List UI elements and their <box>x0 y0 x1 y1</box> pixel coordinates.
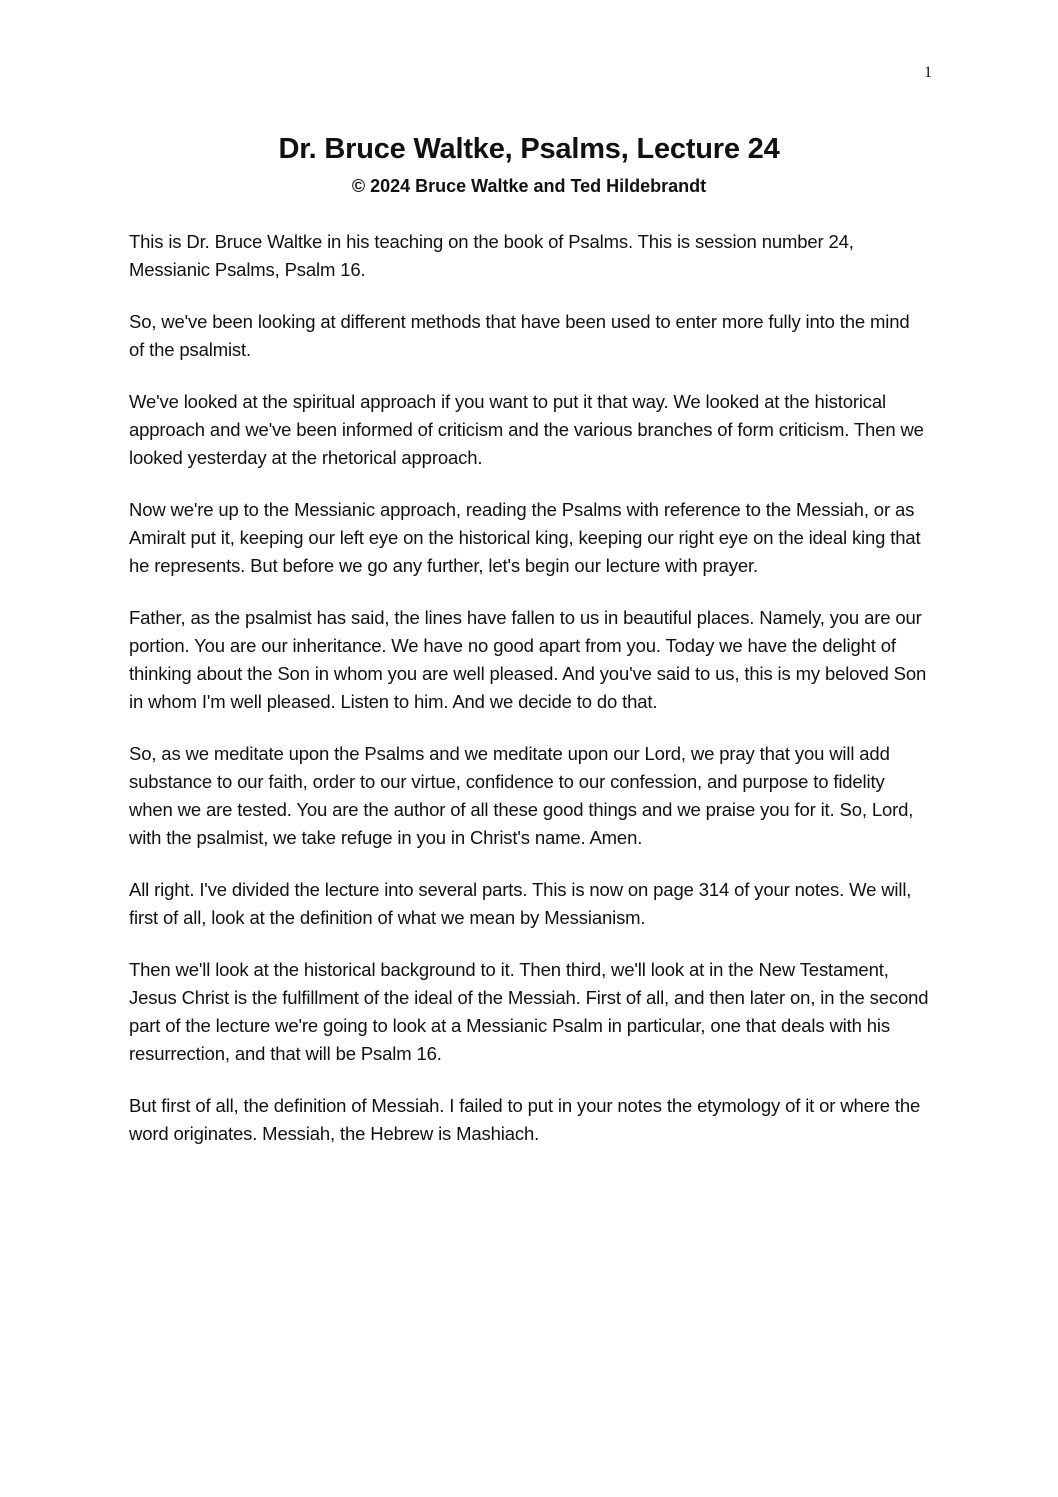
paragraph: But first of all, the definition of Messiah. I failed to put in your notes the etymology of it or where the word originates. Messiah, the Hebrew is Mashiach. <box>129 1095 921 1144</box>
paragraph: Father, as the psalmist has said, the lines have fallen to us in beautiful places. Namely, you are our portion. You are our inheritance. We have no good apart from you. Today we have the delight of thinking about the Son in whom you are well pleased. And you've said to us, this is my beloved Son in whom I'm well pleased. Listen to him. And we decide to do that. <box>129 607 927 712</box>
copyright-line: © 2024 Bruce Waltke and Ted Hildebrandt <box>351 176 707 196</box>
paragraph: All right. I've divided the lecture into several parts. This is now on page 314 of your notes. We will, first of all, look at the definition of what we mean by Messianism. <box>129 879 912 928</box>
page-number: 1 <box>924 64 932 81</box>
paragraph: Now we're up to the Messianic approach, reading the Psalms with reference to the Messiah, or as Amiralt put it, keeping our left eye on the historical king, keeping our right eye on the ideal king that he represents. But before we go any further, let's begin our lecture with prayer. <box>129 499 921 576</box>
paragraph: This is Dr. Bruce Waltke in his teaching on the book of Psalms. This is session number 24, Messianic Psalms, Psalm 16. <box>129 231 854 280</box>
paragraph: Then we'll look at the historical background to it. Then third, we'll look at in the New Testament, Jesus Christ is the fulfillment of the ideal of the Messiah. First of all, and then later on, in the second part of the lecture we're going to look at a Messianic Psalm in particular, one that deals with his resurrection, and that will be Psalm 16. <box>129 959 929 1064</box>
paragraph: We've looked at the spiritual approach if you want to put it that way. We looked at the historical approach and we've been informed of criticism and the various branches of form criticism. Then we looked yesterday at the rhetorical approach. <box>129 391 924 468</box>
paragraph: So, as we meditate upon the Psalms and we meditate upon our Lord, we pray that you will add substance to our faith, order to our virtue, confidence to our confession, and purpose to fidelity when we are tested. You are the author of all these good things and we praise you for it. So, Lord, with the psalmist, we take refuge in you in Christ's name. Amen. <box>129 743 914 848</box>
page-title: Dr. Bruce Waltke, Psalms, Lecture 24 <box>278 133 780 165</box>
paragraph: So, we've been looking at different methods that have been used to enter more fully into the mind of the psalmist. <box>129 311 910 360</box>
document-body <box>129 228 929 1172</box>
